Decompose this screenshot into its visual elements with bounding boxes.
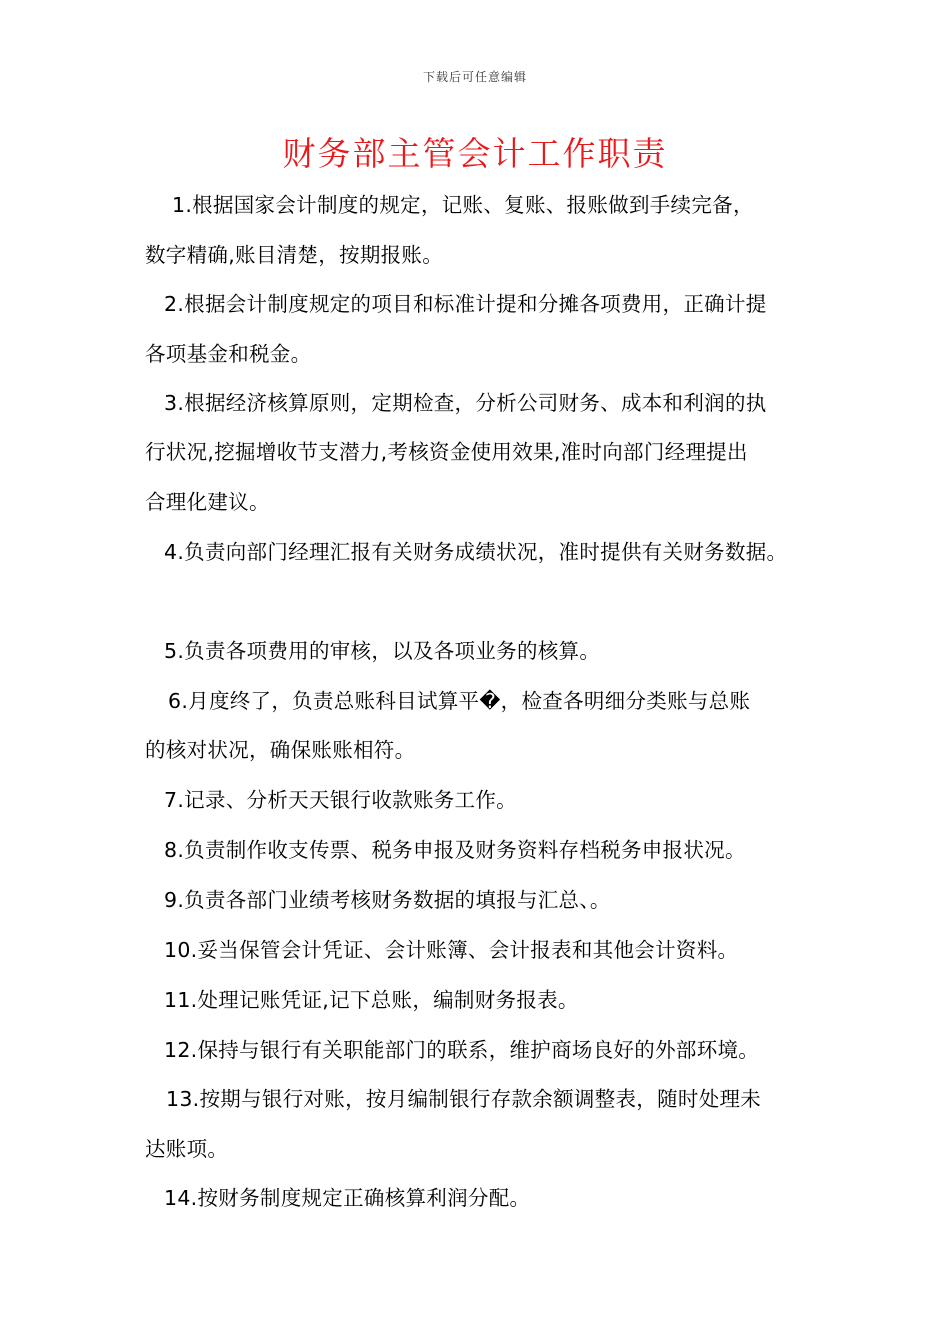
paragraph-line: 8.负责制作收支传票、税务申报及财务资料存档税务申报状况。: [164, 838, 746, 862]
paragraph-line: 6.月度终了，负责总账科目试算平�，检查各明细分类账与总账: [168, 689, 751, 713]
paragraph-line: 12.保持与银行有关职能部门的联系，维护商场良好的外部环境。: [164, 1038, 760, 1062]
paragraph-line: 9.负责各部门业绩考核财务数据的填报与汇总、。: [164, 888, 611, 912]
paragraph-line: 合理化建议。: [145, 490, 270, 514]
paragraph-line: 1.根据国家会计制度的规定，记账、复账、报账做到手续完备，: [172, 193, 754, 217]
document-title: 财务部主管会计工作职责: [282, 134, 668, 173]
paragraph-line: 7.记录、分析天天银行收款账务工作。: [164, 788, 517, 812]
paragraph-line: 14.按财务制度规定正确核算利润分配。: [164, 1186, 531, 1210]
paragraph-line: 5.负责各项费用的审核，以及各项业务的核算。: [164, 639, 601, 663]
paragraph-line: 数字精确,账目清楚，按期报账。: [145, 243, 444, 267]
paragraph-line: 11.处理记账凭证,记下总账，编制财务报表。: [164, 988, 579, 1012]
paragraph-line: 13.按期与银行对账，按月编制银行存款余额调整表，随时处理未: [166, 1087, 762, 1111]
paragraph-line: 行状况,挖掘增收节支潜力,考核资金使用效果,准时向部门经理提出: [145, 440, 748, 464]
paragraph-line: 的核对状况，确保账账相符。: [145, 738, 416, 762]
paragraph-line: 2.根据会计制度规定的项目和标准计提和分摊各项费用，正确计提: [164, 292, 767, 316]
paragraph-line: 达账项。: [145, 1137, 229, 1161]
paragraph-line: 4.负责向部门经理汇报有关财务成绩状况，准时提供有关财务数据。: [164, 540, 788, 564]
header-note: 下载后可任意编辑: [422, 70, 527, 84]
paragraph-line: 3.根据经济核算原则，定期检查，分析公司财务、成本和利润的执: [164, 391, 767, 415]
paragraph-line: 10.妥当保管会计凭证、会计账簿、会计报表和其他会计资料。: [164, 938, 739, 962]
paragraph-line: 各项基金和税金。: [145, 342, 312, 366]
